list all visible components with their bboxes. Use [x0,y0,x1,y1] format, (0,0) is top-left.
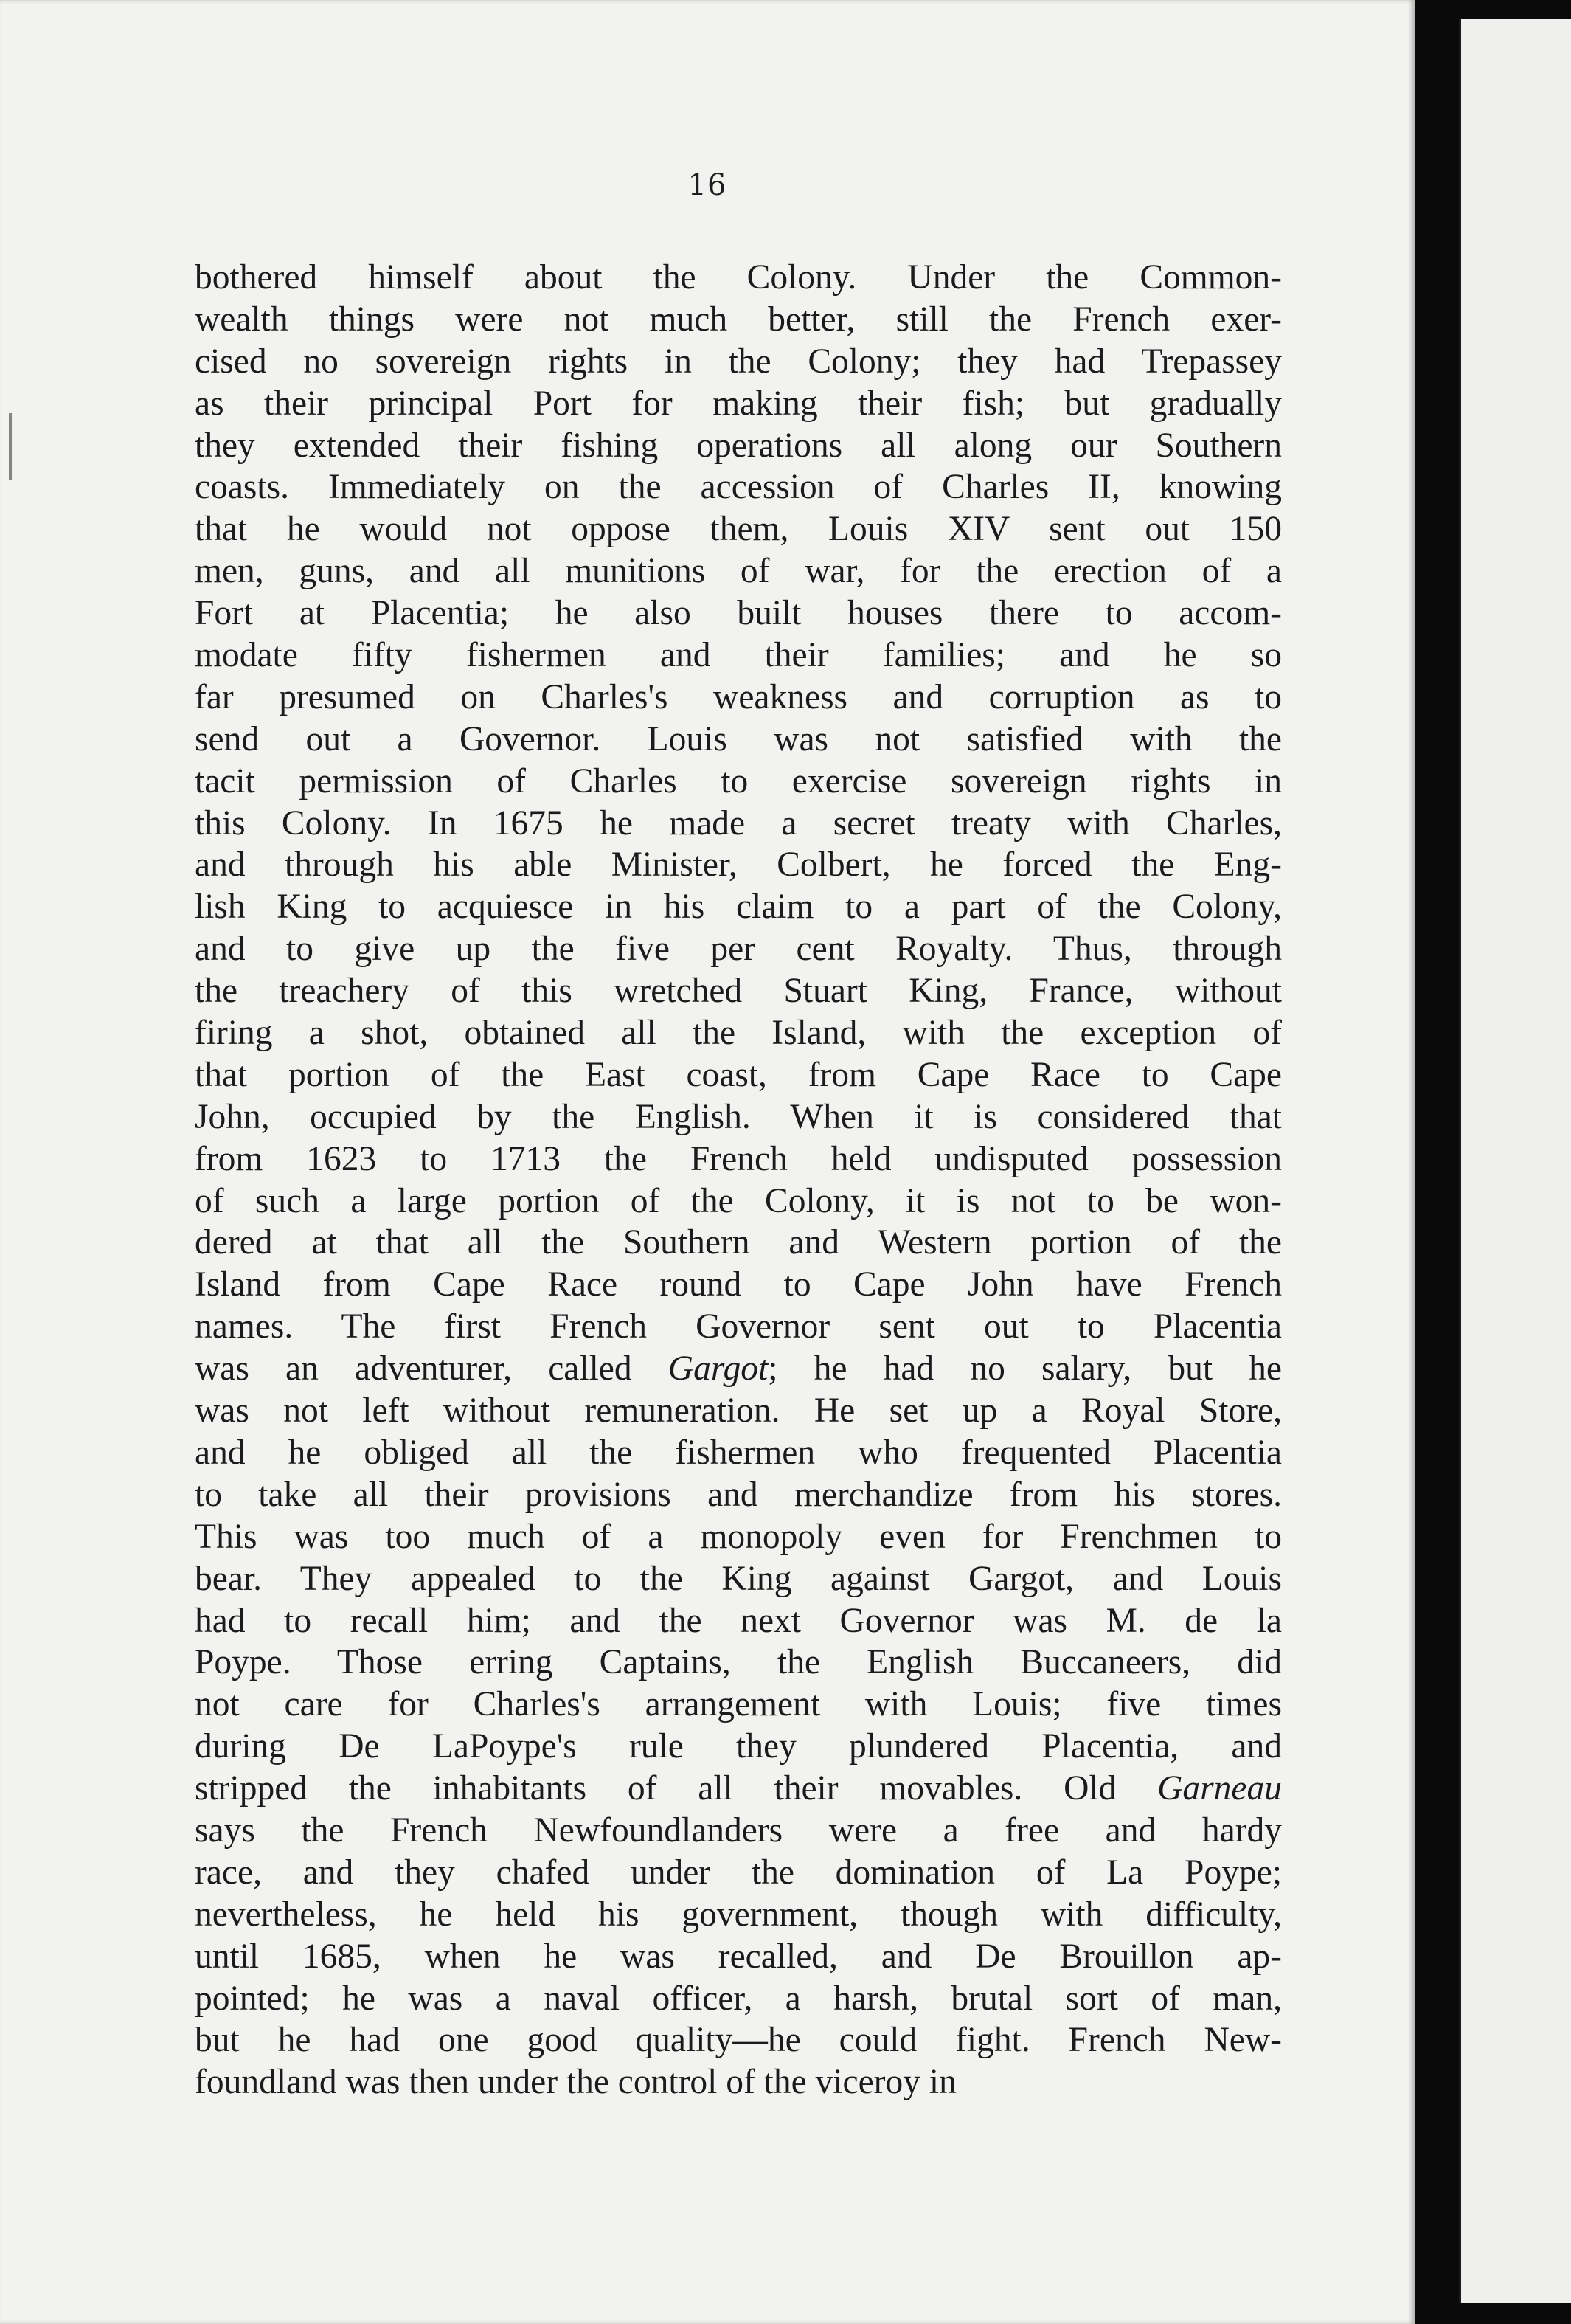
text-line: wealth things were not much better, still the French exer- [195,300,1282,339]
text-line: from 1623 to 1713 the French held undisputed possession [195,1139,1282,1178]
italic-name: Garneau [1157,1769,1282,1808]
text-line: far presumed on Charles's weakness and corruption as to [195,677,1282,716]
text-line: was not left without remuneration. He set up a Royal Store, [195,1391,1282,1431]
text-line: stripped the inhabitants of all their movables. Old Garneau [195,1769,1282,1808]
text-line: send out a Governor. Louis was not satisfied with the [195,719,1282,758]
text-line: and he obliged all the fishermen who frequented Placentia [195,1433,1282,1472]
text-line: foundland was then under the control of the viceroy in [195,2063,957,2102]
text-line: but he had one good quality—he could fight. French New- [195,2021,1282,2060]
body-text [195,257,1282,2103]
text-line: men, guns, and all munitions of war, for the erection of a [195,552,1282,591]
facing-page-edge [1459,19,1571,2303]
text-line: bothered himself about the Colony. Under the Common- [195,258,1282,297]
text-line: that he would not oppose them, Louis XIV sent out 150 [195,510,1282,549]
text-line: Poype. Those erring Captains, the English Buccaneers, did [195,1643,1282,1682]
text-line: firing a shot, obtained all the Island, with the exception of [195,1014,1282,1053]
page-number: 16 [687,168,727,202]
text-line: until 1685, when he was recalled, and De Brouillon ap- [195,1937,1282,1976]
text-line: modate fifty fishermen and their families; and he so [195,636,1282,675]
text-line: This was too much of a monopoly even for Frenchmen to [195,1517,1282,1556]
text-line: cised no sovereign rights in the Colony; they had Trepassey [195,342,1282,381]
text-line: and through his able Minister, Colbert, he forced the Eng- [195,845,1282,885]
text-line: had to recall him; and the next Governor was M. de la [195,1601,1282,1640]
text-line: as their principal Port for making their fish; but gradually [195,384,1282,423]
text-line: that portion of the East coast, from Cape Race to Cape [195,1055,1282,1094]
text-line: they extended their fishing operations all along our Southern [195,426,1282,465]
text-line: lish King to acquiesce in his claim to a part of the Colony, [195,888,1282,927]
text-line: John, occupied by the English. When it is considered that [195,1097,1282,1136]
text-line: of such a large portion of the Colony, it is not to be won- [195,1181,1282,1220]
text-line: the treachery of this wretched Stuart King, France, without [195,972,1282,1011]
text-line: to take all their provisions and merchandize from his stores. [195,1475,1282,1514]
italic-name: Gargot [667,1349,769,1388]
text-line: says the French Newfoundlanders were a free and hardy [195,1811,1282,1850]
text-line: this Colony. In 1675 he made a secret treaty with Charles, [195,803,1282,843]
text-line: tacit permission of Charles to exercise sovereign rights in [195,761,1282,800]
text-line: Fort at Placentia; he also built houses there to accom- [195,594,1282,633]
text-line: dered at that all the Southern and Western portion of the [195,1223,1282,1262]
text-line: names. The first French Governor sent out to Placentia [195,1307,1282,1346]
text-line: pointed; he was a naval officer, a harsh, brutal sort of man, [195,1979,1282,2018]
text-line: race, and they chafed under the domination of La Poype; [195,1853,1282,1892]
text-line: not care for Charles's arrangement with Louis; five times [195,1685,1282,1724]
text-line: Island from Cape Race round to Cape John have French [195,1265,1282,1304]
text-line: bear. They appealed to the King against Gargot, and Louis [195,1559,1282,1598]
text-line: during De LaPoype's rule they plundered Placentia, and [195,1727,1282,1766]
text-line: was an adventurer, called Gargot; he had no salary, but he [195,1349,1282,1388]
page-edge-mark [9,413,12,480]
text-line: and to give up the five per cent Royalty. Thus, through [195,930,1282,969]
text-line: nevertheless, he held his government, though with difficulty, [195,1895,1282,1934]
text-line: coasts. Immediately on the accession of Charles II, knowing [195,468,1282,507]
